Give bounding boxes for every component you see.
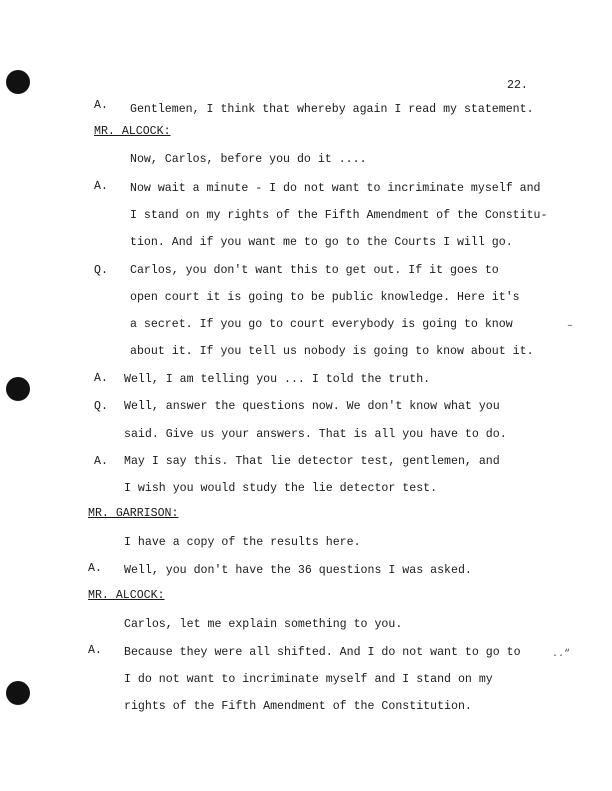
answer-label: A. (88, 562, 102, 575)
answer-continuation: I do not want to incriminate myself and I stand on my (124, 673, 493, 686)
answer-continuation: rights of the Fifth Amendment of the Constitution. (124, 700, 472, 713)
answer-text: Because they were all shifted. And I do not want to go to (124, 646, 521, 659)
answer-text: Well, I am telling you ... I told the truth. (124, 373, 431, 386)
answer-text: May I say this. That lie detector test, gentlemen, and (124, 455, 500, 468)
answer-text: Now wait a minute - I do not want to incriminate myself and (130, 182, 541, 195)
binder-hole-top (6, 70, 30, 94)
answer-continuation: I wish you would study the lie detector test. (124, 482, 438, 495)
statement-text: Now, Carlos, before you do it .... (130, 153, 367, 166)
binder-hole-bottom (6, 681, 30, 705)
question-continuation: open court it is going to be public knowledge. Here it's (130, 291, 520, 304)
answer-text: Gentlemen, I think that whereby again I read my statement. (130, 103, 534, 116)
statement-text: I have a copy of the results here. (124, 536, 361, 549)
statement-text: Carlos, let me explain something to you. (124, 618, 403, 631)
question-continuation: about it. If you tell us nobody is going to know about it. (130, 345, 534, 358)
binder-hole-middle (6, 377, 30, 401)
scan-mark: – (567, 321, 574, 332)
speaker-label: MR. ALCOCK: (94, 125, 171, 138)
answer-label: A. (94, 99, 108, 112)
scan-mark: ..“ (552, 649, 571, 660)
answer-label: A. (94, 455, 108, 468)
question-continuation: a secret. If you go to court everybody is going to know (130, 318, 513, 331)
question-label: Q. (94, 264, 108, 277)
question-text: Well, answer the questions now. We don't know what you (124, 400, 500, 413)
question-continuation: said. Give us your answers. That is all you have to do. (124, 428, 507, 441)
speaker-label: MR. GARRISON: (88, 507, 179, 520)
question-text: Carlos, you don't want this to get out. If it goes to (130, 264, 499, 277)
question-label: Q. (94, 400, 108, 413)
answer-label: A. (88, 644, 102, 657)
answer-label: A. (94, 180, 108, 193)
answer-continuation: I stand on my rights of the Fifth Amendment of the Constitu- (130, 209, 548, 222)
answer-label: A. (94, 372, 108, 385)
answer-text: Well, you don't have the 36 questions I was asked. (124, 564, 472, 577)
answer-continuation: tion. And if you want me to go to the Courts I will go. (130, 236, 513, 249)
page-number: 22. (507, 79, 528, 92)
speaker-label: MR. ALCOCK: (88, 589, 165, 602)
